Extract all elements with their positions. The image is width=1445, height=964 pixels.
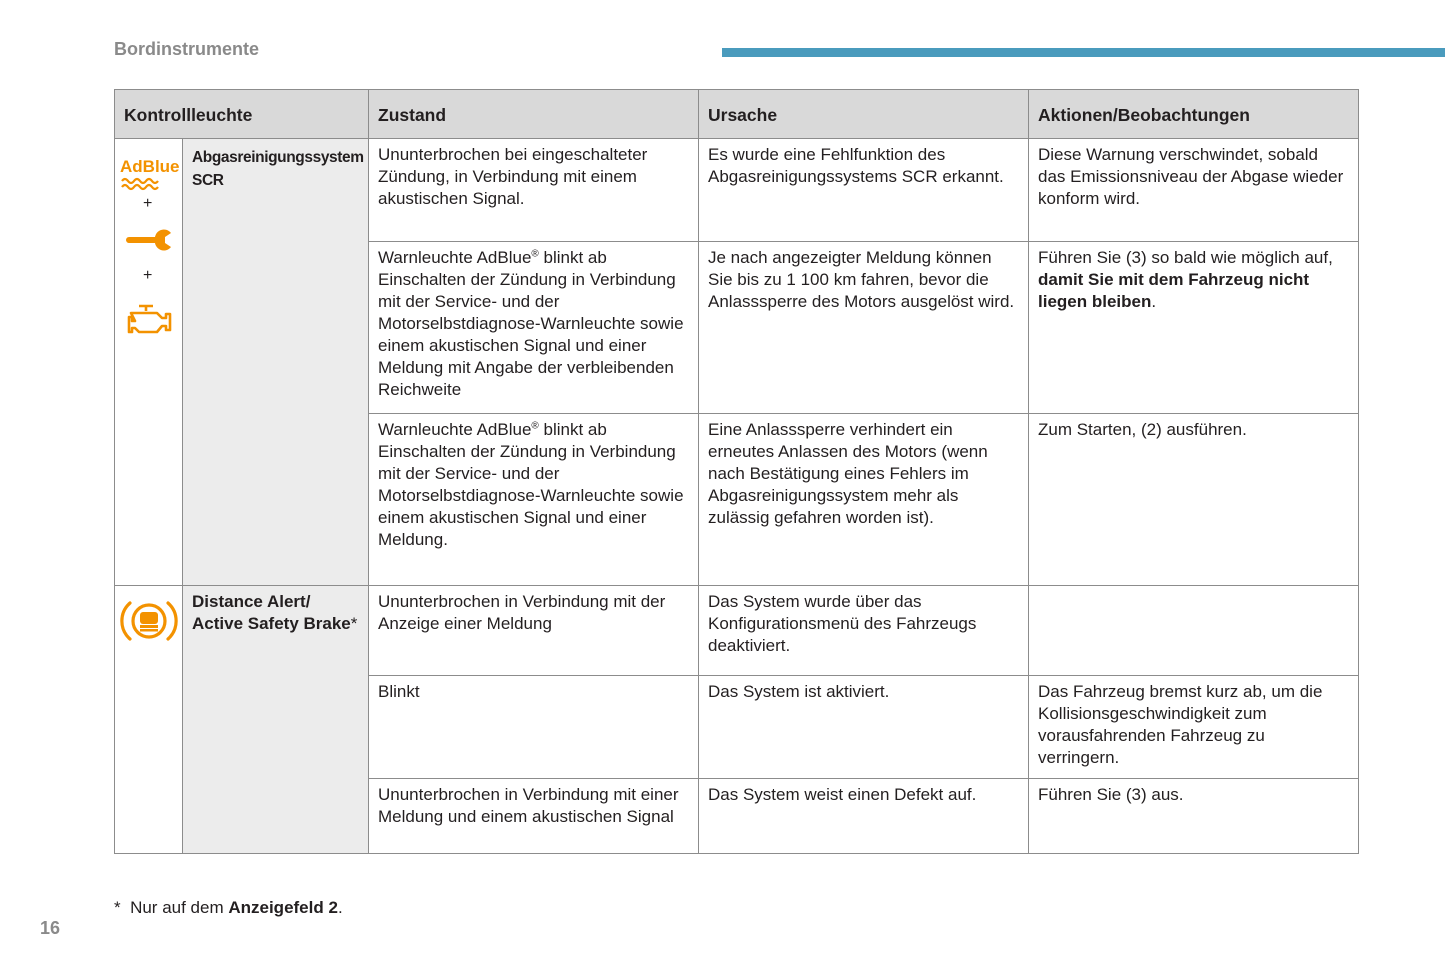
footnote [114, 898, 343, 918]
cell-text: Warnleuchte AdBlue [378, 248, 532, 267]
page-number: 16 [40, 918, 61, 938]
table-cell-ursache: Eine Anlasssperre verhindert ein erneutes Anlassen des Motors (wenn nach Bestätigung eines Fehlers im Abgasreinigungssystem mehr als zulässig gefahren worden ist). [698, 413, 1029, 586]
cell-text: blinkt ab Einschalten der Zündung in Verbindung mit der Service- und der Motorselbstdiagnose-Warnleuchte sowie einem akustischen Signal und einer Meldung. [378, 420, 684, 549]
column-header-ursache: Ursache [698, 89, 1029, 139]
table-cell-ursache: Es wurde eine Fehlfunktion des Abgasreinigungssystems SCR erkannt. [698, 138, 1029, 242]
cell-text: . [1151, 292, 1157, 311]
distance-alert-label-cell [182, 585, 369, 854]
table-cell-aktion [1028, 241, 1359, 414]
column-header-kontrollleuchte: Kontrollleuchte [114, 89, 369, 139]
table-cell-aktion: Diese Warnung verschwindet, sobald das Emissionsniveau der Abgase wieder konform wird. [1028, 138, 1359, 242]
distance-alert-icon-cell [114, 585, 183, 854]
table-cell-ursache: Das System weist einen Defekt auf. [698, 778, 1029, 854]
wrench-service-icon [125, 229, 173, 251]
table-cell-aktion: Führen Sie (3) aus. [1028, 778, 1359, 854]
registered-mark: ® [531, 420, 539, 432]
cell-text: Warnleuchte AdBlue [378, 420, 532, 439]
footnote-text: Nur auf dem [130, 898, 229, 917]
scr-system-label-cell [182, 138, 369, 586]
table-cell-zustand: Ununterbrochen in Verbindung mit der Anzeige einer Meldung [368, 585, 699, 676]
table-cell-aktion [1028, 585, 1359, 676]
page-section-title: Bordinstrumente [114, 39, 260, 59]
header-accent-bar [722, 48, 1445, 57]
distance-alert-label: Distance Alert/ Active Safety Brake [192, 592, 351, 633]
table-cell-zustand [368, 241, 699, 414]
footnote-bold: Anzeigefeld 2 [228, 898, 338, 917]
registered-mark: ® [531, 248, 539, 260]
footnote-star: * [350, 614, 358, 633]
adblue-icon [119, 155, 181, 191]
table-cell-aktion: Zum Starten, (2) ausführen. [1028, 413, 1359, 586]
table-cell-ursache: Das System ist aktiviert. [698, 675, 1029, 779]
distance-alert-icon [120, 598, 178, 644]
adblue-icon-cell [114, 138, 183, 586]
plus-sign: + [143, 195, 153, 212]
footnote-star: * [114, 898, 121, 917]
plus-sign: + [143, 267, 153, 284]
engine-check-icon [125, 302, 173, 338]
footnote-end: . [337, 898, 343, 917]
column-header-zustand: Zustand [368, 89, 699, 139]
cell-text: Führen Sie (3) so bald wie möglich auf, [1038, 248, 1333, 267]
cell-text-bold: damit Sie mit dem Fahrzeug nicht liegen bleiben [1038, 270, 1310, 311]
table-cell-zustand [368, 413, 699, 586]
table-cell-zustand: Ununterbrochen bei eingeschalteter Zündung, in Verbindung mit einem akustischen Signal. [368, 138, 699, 242]
column-header-aktionen: Aktionen/Beobachtungen [1028, 89, 1359, 139]
table-cell-aktion: Das Fahrzeug bremst kurz ab, um die Kollisionsgeschwindigkeit zum vorausfahrenden Fahrzeug zu verringern. [1028, 675, 1359, 779]
warning-lights-table [114, 89, 1359, 854]
scr-system-label: Abgasreinigungssystem SCR [192, 149, 364, 189]
table-cell-zustand: Blinkt [368, 675, 699, 779]
table-cell-ursache: Je nach angezeigter Meldung können Sie bis zu 1 100 km fahren, bevor die Anlasssperre des Motors ausgelöst wird. [698, 241, 1029, 414]
table-cell-ursache: Das System wurde über das Konfigurationsmenü des Fahrzeugs deaktiviert. [698, 585, 1029, 676]
cell-text: blinkt ab Einschalten der Zündung in Verbindung mit der Service- und der Motorselbstdiagnose-Warnleuchte sowie einem akustischen Signal und einer Meldung mit Angabe der verbleibenden Reichweite [378, 248, 684, 399]
table-cell-zustand: Ununterbrochen in Verbindung mit einer Meldung und einem akustischen Signal [368, 778, 699, 854]
adblue-icon-label: AdBlue [120, 157, 180, 176]
